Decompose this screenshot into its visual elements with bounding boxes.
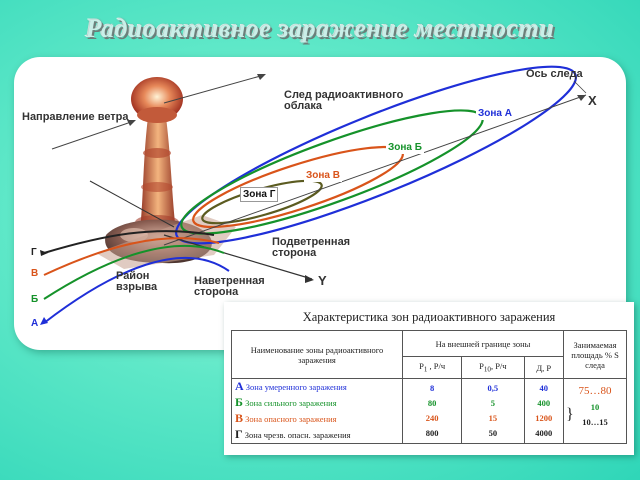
windward-side-label: Наветренная сторона	[194, 275, 265, 298]
header-zone-name: Наименование зоны радиоактивного заражения	[232, 331, 403, 379]
zone-b-label: Зона Б	[388, 142, 422, 153]
zone-names-cell	[232, 379, 403, 444]
side-letter-g: Г	[31, 247, 37, 258]
wind-direction-label: Направление ветра	[22, 111, 129, 123]
header-area: Занимаемая площадь % S следа	[564, 331, 627, 379]
table-row: Б Зона сильного заражения	[235, 395, 337, 409]
zone-g-label: Зона Г	[240, 187, 278, 202]
p10-values-cell: 0,5 5 15 50	[462, 379, 524, 444]
trace-axis-line	[164, 95, 586, 245]
zone-v-label: Зона В	[306, 170, 340, 181]
table-title: Характеристика зон радиоактивного заражения	[302, 310, 556, 324]
header-dose: Д, Р	[524, 357, 563, 379]
trace-label: След радиоактивного облака	[284, 89, 404, 112]
p1-values-cell: 8 80 240 800	[403, 379, 462, 444]
explosion-area-label: Район взрыва	[116, 270, 158, 293]
table-row: В Зона опасного заражения	[235, 411, 337, 425]
page-title: Радиоактивное заражение местности	[85, 14, 555, 43]
header-p10: $P_{10}$, Р/ч	[462, 357, 524, 379]
axis-y-label: Y	[318, 273, 327, 288]
zones-table-card	[224, 302, 634, 455]
zones-table	[231, 330, 627, 444]
wind-direction-arrow	[52, 121, 134, 149]
header-p1: $P_1$ , Р/ч	[403, 357, 462, 379]
table-row: А Зона умеренного заражения	[235, 379, 347, 393]
header-boundary: На внешней границе зоны	[403, 331, 564, 357]
leeward-side-label: Подветренная сторона	[272, 236, 351, 259]
side-letter-b: Б	[31, 294, 39, 305]
table-row: Г Зона чрезв. опасн. заражения	[235, 427, 351, 441]
dose-values-cell: 40 400 1200 4000	[524, 379, 563, 444]
trace-axis-label: Ось следа	[526, 68, 583, 80]
side-letter-v: В	[31, 268, 39, 279]
axis-x-label: X	[588, 93, 597, 108]
area-values-cell: 75…80 10 } 10…15	[564, 379, 627, 444]
side-letter-a: А	[31, 318, 39, 329]
zone-a-label: Зона А	[478, 108, 512, 119]
